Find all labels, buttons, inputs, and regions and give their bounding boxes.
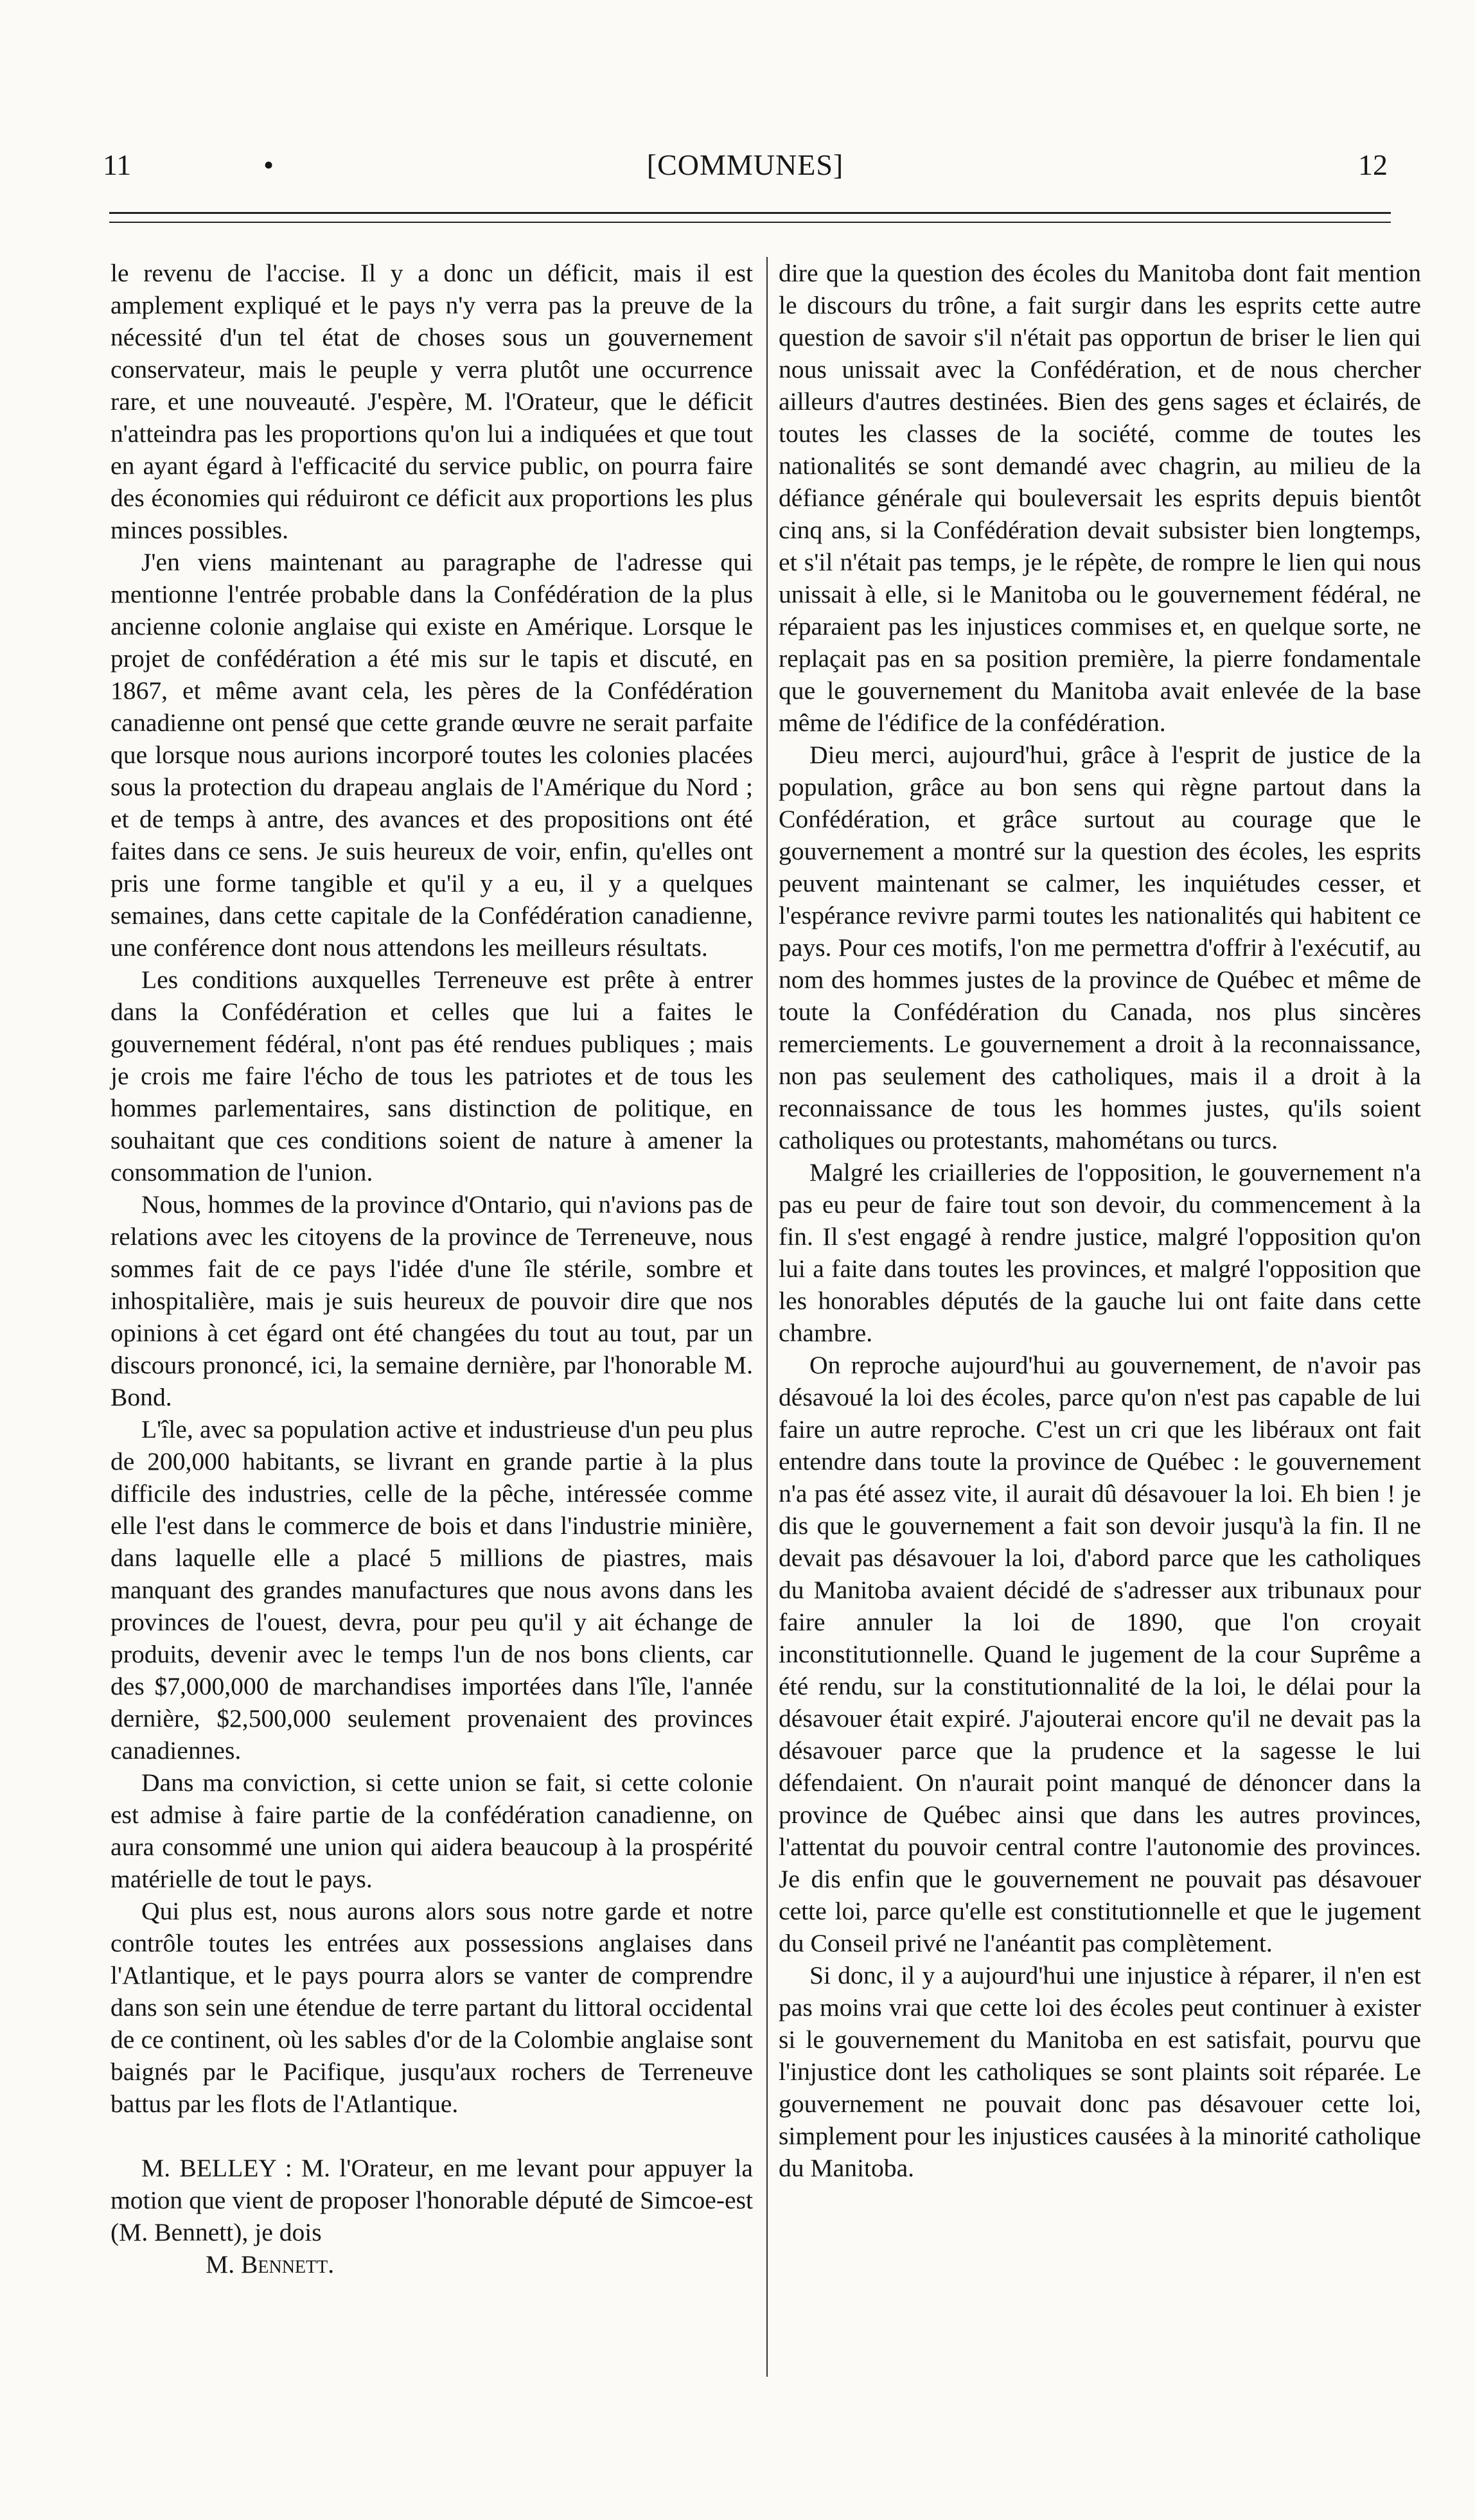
paragraph: Nous, hommes de la province d'Ontario, qui n'avions pas de relations avec les citoyens de la province de Terreneuve, nous sommes fait de ce pays l'idée d'une île stérile, sombre et inhospitalière, mais je suis heureux de pouvoir dire que nos opinions à cet égard ont été changées du tout au tout, par un discours prononcé, ici, la semaine dernière, par l'honorable M. Bond.: [110, 1190, 753, 1411]
paragraph: Les conditions auxquelles Terreneuve est prête à entrer dans la Confédération et celles que lui a faites le gouvernement fédéral, n'ont pas été rendues publiques ; mais je crois me faire l'écho de tous les patriotes et de tous les hommes parlementaires, sans distinction de politique, en souhaitant que ces conditions soient de nature à amener la consommation de l'union.: [110, 965, 753, 1186]
right-column: [779, 257, 1421, 2184]
paragraph: Qui plus est, nous aurons alors sous notre garde et notre contrôle toutes les entrées aux possessions anglaises dans l'Atlantique, et le pays pourra alors se vanter de comprendre dans son sein une étendue de terre partant du littoral occidental de ce continent, où les sables d'or de la Colombie anglaise sont baignés par le Pacifique, jusqu'aux rochers de Terreneuve battus par les flots de l'Atlantique.: [110, 1897, 753, 2118]
speaker-attribution: M. Bennett.: [206, 2250, 335, 2278]
header-dot: •: [263, 148, 274, 181]
header-rule-bottom: [109, 222, 1391, 223]
running-header-title: [COMMUNES]: [646, 148, 844, 181]
paragraph: le revenu de l'accise. Il y a donc un déficit, mais il est amplement expliqué et le pays n'y verra pas la preuve de la nécessité d'un tel état de choses sous un gouvernement conservateur, mais le peuple y verra plutôt une occurrence rare, et une nouveauté. J'espère, M. l'Orateur, que le déficit n'atteindra pas les proportions qu'on lui a indiquées et que tout en ayant égard à l'efficacité du service public, on pourra faire des économies qui réduiront ce déficit aux proportions les plus minces possibles.: [110, 259, 753, 544]
page-number-left: 11: [103, 148, 132, 181]
paragraph: Dieu merci, aujourd'hui, grâce à l'esprit de justice de la population, grâce au bon sens qui règne partout dans la Confédération, et grâce surtout au courage que le gouvernement a montré sur la question des écoles, les esprits peuvent maintenant se calmer, les inquiétudes cesser, et l'espérance revivre parmi toutes les nationalités qui habitent ce pays. Pour ces motifs, l'on me permettra d'offrir à l'exécutif, au nom des hommes justes de la province de Québec et même de toute la Confédération du Canada, nos plus sincères remerciements. Le gouvernement a droit à la reconnaissance, non pas seulement des catholiques, mais il a droit à la reconnaissance de tous les hommes justes, qu'ils soient catholiques ou protestants, mahométans ou turcs.: [779, 741, 1421, 1154]
paragraph: L'île, avec sa population active et industrieuse d'un peu plus de 200,000 habitants, se livrant en grande partie à la plus difficile des industries, celle de la pêche, intéressée comme elle l'est dans le commerce de bois et dans l'industrie minière, dans laquelle elle a placé 5 millions de piastres, mais manquant des grandes manufactures que nous avons dans les provinces de l'ouest, devra, pour peu qu'il y ait échange de produits, devenir avec le temps l'un de nos bons clients, car des $7,000,000 de marchandises importées dans l'île, l'année dernière, $2,500,000 seulement provenaient des provinces canadiennes.: [110, 1415, 753, 1765]
header-rule-top: [109, 212, 1391, 214]
left-column: [110, 257, 753, 2280]
column-divider: [766, 257, 768, 2377]
paragraph: Si donc, il y a aujourd'hui une injustice à réparer, il n'en est pas moins vrai que cette loi des écoles peut continuer à exister si le gouvernement du Manitoba en est satisfait, pourvu que l'injustice dont les catholiques se sont plaints soit réparée. Le gouvernement ne pouvait donc pas désavouer cette loi, simplement pour les injustices causées à la minorité catholique du Manitoba.: [779, 1961, 1421, 2182]
paragraph: Malgré les criailleries de l'opposition, le gouvernement n'a pas eu peur de faire tout son devoir, du commencement à la fin. Il s'est engagé à rendre justice, malgré l'opposition qu'on lui a faite dans toutes les provinces, et malgré l'opposition que les honorables députés de la gauche lui ont faite dans cette chambre.: [779, 1158, 1421, 1347]
paragraph: Dans ma conviction, si cette union se fait, si cette colonie est admise à faire partie de la confédération canadienne, on aura consommé une union qui aidera beaucoup à la prospérité matérielle de tout le pays.: [110, 1768, 753, 1893]
paragraph: dire que la question des écoles du Manitoba dont fait mention le discours du trône, a fait surgir dans les esprits cette autre question de savoir s'il n'était pas opportun de briser le lien qui nous unissait avec la Confédération, et de nous chercher ailleurs d'autres destinées. Bien des gens sages et éclairés, de toutes les classes de la société, comme de toutes les nationalités se sont demandé avec chagrin, au milieu de la défiance générale qui bouleversait les esprits depuis bientôt cinq ans, si la Confédération devait subsister bien longtemps, et s'il n'était pas temps, je le répète, de rompre le lien qui nous unissait à elle, si le Manitoba ou le gouvernement fédéral, ne réparaient pas les injustices commises et, en quelque sorte, ne replaçait pas en sa position première, la pierre fondamentale que le gouvernement du Manitoba avait enlevée de la base même de l'édifice de la confédération.: [779, 259, 1421, 737]
paragraph: J'en viens maintenant au paragraphe de l'adresse qui mentionne l'entrée probable dans la Confédération de la plus ancienne colonie anglaise qui existe en Amérique. Lorsque le projet de confédération a été mis sur le tapis et discuté, en 1867, et même avant cela, les pères de la Confédération canadienne ont pensé que cette grande œuvre ne serait parfaite que lorsque nous aurions incorporé toutes les colonies placées sous la protection du drapeau anglais de l'Amérique du Nord ; et de temps à antre, des avances et des propositions ont été faites dans ce sens. Je suis heureux de voir, enfin, qu'elles ont pris une forme tangible et qu'il y a eu, il y a quelques semaines, dans cette capitale de la Confédération canadienne, une conférence dont nous attendons les meilleurs résultats.: [110, 548, 753, 962]
page-number-right: 12: [1358, 148, 1388, 181]
paragraph: On reproche aujourd'hui au gouvernement, de n'avoir pas désavoué la loi des écoles, parce qu'on n'est pas capable de lui faire un autre reproche. C'est un cri que les libéraux ont fait entendre dans toute la province de Québec : le gouvernement n'a pas été assez vite, il aurait dû désavouer la loi. Eh bien ! je dis que le gouvernement a fait son devoir jusqu'à la fin. Il ne devait pas désavouer la loi, d'abord parce que les catholiques du Manitoba avaient décidé de s'adresser aux tribunaux pour faire annuler la loi de 1890, que l'on croyait inconstitutionnelle. Quand le jugement de la cour Suprême a été rendu, sur la constitutionnalité de la loi, le délai pour la désavouer était expiré. J'ajouterai encore qu'il ne devait pas la désavouer parce que la prudence et la sagesse le lui défendaient. On n'aurait point manqué de dénoncer dans la province de Québec ainsi que dans les autres provinces, l'attentat du pouvoir central contre l'autonomie des provinces. Je dis enfin que le gouvernement ne pouvait pas désavouer cette loi, parce qu'elle est constitutionnelle et que le jugement du Conseil privé ne l'anéantit pas complètement.: [779, 1351, 1421, 1957]
page-header: [103, 148, 1388, 199]
speaker-paragraph: M. BELLEY : M. l'Orateur, en me levant pour appuyer la motion que vient de proposer l'honorable député de Simcoe-est (M. Bennett), je dois: [110, 2154, 753, 2246]
